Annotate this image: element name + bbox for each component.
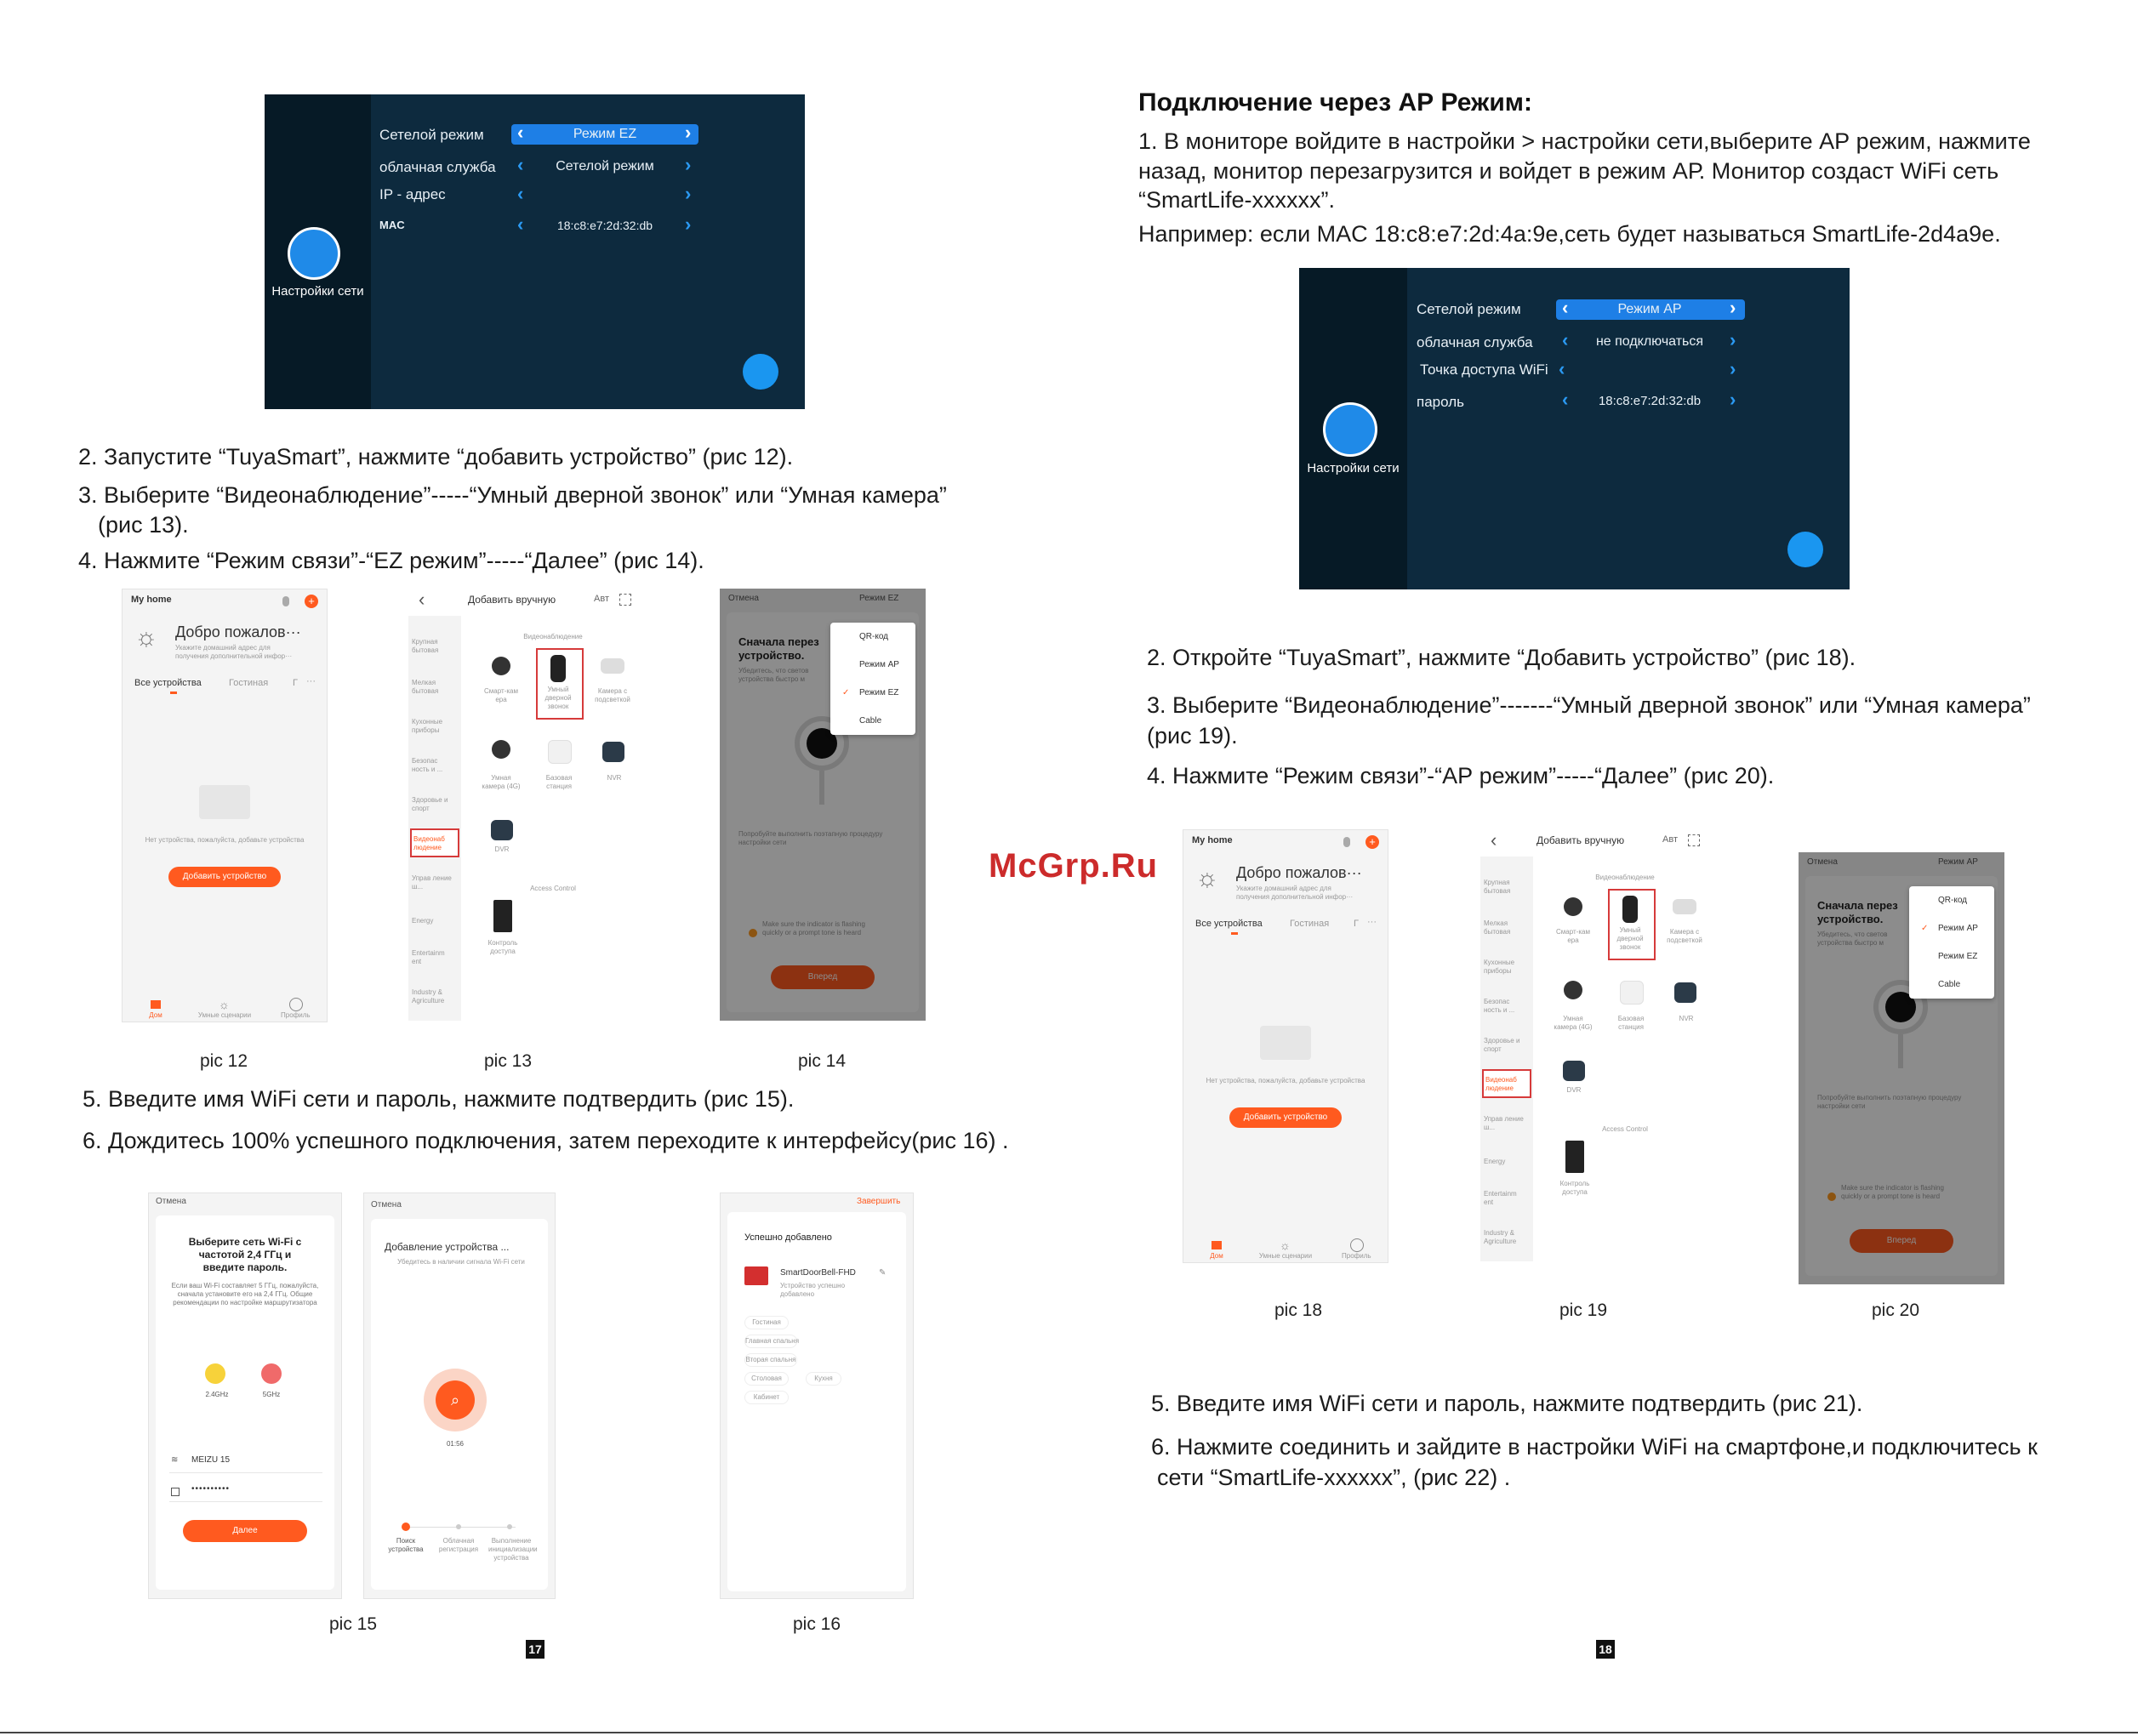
phone-mode-screen	[1799, 852, 2004, 1284]
device-label: Умный дверной звонок	[544, 686, 572, 710]
mode-selector[interactable]: Режим АР	[1938, 857, 1978, 867]
instruction-sub: Убедитесь, что светов устройства быстро м	[1817, 931, 1888, 947]
monitor-row-value: Режим АР	[1617, 302, 1682, 316]
step-text: 5. Введите имя WiFi сети и пароль, нажмите подтвердить (рис 21).	[1151, 1391, 1863, 1416]
finish-link[interactable]: Завершить	[857, 1197, 901, 1206]
band-24-label: 2.4GHz	[205, 1391, 229, 1398]
section-title: Access Control	[530, 885, 576, 892]
dvr-icon[interactable]	[1563, 1061, 1585, 1081]
home-nav-icon[interactable]	[151, 1000, 161, 1009]
doorbell-icon[interactable]	[1622, 896, 1638, 923]
device-label: NVR	[607, 774, 622, 782]
chevron-left-icon[interactable]: ‹	[517, 154, 524, 175]
welcome-sub: Укажите домашний адрес для получения дополнительной инфор···	[175, 644, 293, 660]
intro-text: назад, монитор перезагрузится и войдет в режим АР. Монитор создаст WiFi сеть	[1138, 158, 1999, 184]
search-icon: ⌕	[436, 1380, 475, 1420]
adding-sub: Убедитесь в наличии сигнала Wi-Fi сети	[397, 1258, 525, 1266]
sidebar-item[interactable]: Industry & Agriculture	[1484, 1229, 1517, 1245]
instruction-title: Сначала перез устройство.	[738, 635, 819, 662]
menu-item-cable[interactable]: Cable	[859, 716, 882, 726]
phone-success-screen	[720, 1192, 914, 1599]
timer: 01:56	[446, 1440, 465, 1448]
sidebar-item[interactable]: Безопас ность и ...	[412, 757, 443, 773]
menu-item-ap[interactable]: Режим АР	[859, 660, 899, 669]
sidebar-item[interactable]: Безопас ность и ...	[1484, 998, 1515, 1014]
chevron-left-icon[interactable]: ‹	[517, 213, 524, 235]
empty-message: Нет устройства, пожалуйста, добавьте устройства	[145, 836, 305, 844]
section-title: Видеонаблюдение	[1595, 874, 1655, 881]
step-text: 5. Введите имя WiFi сети и пароль, нажмите подтвердить (рис 15).	[83, 1086, 795, 1112]
device-label: Умный дверной звонок	[1616, 926, 1644, 951]
sidebar-item[interactable]: Industry & Agriculture	[412, 988, 445, 1005]
sidebar-item[interactable]: Управ ление ш...	[412, 874, 452, 891]
tab-more[interactable]: Г	[1354, 919, 1359, 929]
phone-mode-screen	[720, 589, 926, 1021]
category-title: Добавить вручную	[1537, 834, 1625, 846]
base-station-icon[interactable]	[548, 740, 572, 764]
monitor-row-label: пароль	[1417, 394, 1464, 410]
category-title: Добавить вручную	[468, 594, 556, 606]
bottom-rule	[0, 1732, 2138, 1733]
sidebar-item[interactable]: Energy	[1484, 1158, 1506, 1165]
network-globe-icon	[288, 227, 340, 280]
mode-menu	[1909, 886, 1994, 999]
monitor-row-label: облачная служба	[379, 159, 496, 175]
cancel-link[interactable]: Отмена	[156, 1197, 186, 1206]
chevron-left-icon[interactable]: ‹	[1562, 329, 1569, 350]
add-icon[interactable]: +	[305, 595, 318, 608]
room-chip[interactable]: Кухня	[806, 1372, 841, 1386]
phone-wifi-screen	[148, 1192, 342, 1599]
chevron-right-icon[interactable]: ›	[685, 154, 692, 175]
chevron-left-icon[interactable]: ‹	[517, 183, 524, 204]
device-label: Камера с подсветкой	[595, 687, 630, 703]
smile-icon	[205, 1363, 225, 1384]
back-icon[interactable]: ‹	[419, 589, 425, 610]
tab-all-devices[interactable]: Все устройства	[134, 678, 202, 688]
step-text: (рис 13).	[98, 512, 189, 538]
stepwise-hint[interactable]: Попробуйте выполнить поэтапную процедуру настройки сети	[1817, 1094, 1962, 1110]
monitor-row-value: Режим EZ	[573, 127, 637, 141]
progress-step: Поиск устройства	[388, 1537, 424, 1553]
profile-nav-icon[interactable]	[1350, 1238, 1364, 1252]
step-text: 2. Откройте “TuyaSmart”, нажмите “Добавить устройство” (рис 18).	[1147, 645, 1856, 670]
intro-text: “SmartLife-xxxxxx”.	[1138, 187, 1336, 213]
sidebar-item[interactable]: Управ ление ш...	[1484, 1115, 1524, 1131]
intro-text: Например: если MAC 18:c8:e7:2d:4a:9e,сеть будет называться SmartLife-2d4a9e.	[1138, 221, 2001, 247]
wifi-desc: Если ваш Wi-Fi составляет 5 ГГц, пожалуйста, сначала установите его на 2,4 ГГц. Общие рекомендации по настройке маршрутизатора	[171, 1282, 319, 1306]
room-chip[interactable]: Столовая	[744, 1372, 789, 1386]
monitor-row-value: Сетелой режим	[556, 159, 654, 174]
scenes-nav-icon[interactable]: ☼	[219, 998, 230, 1011]
monitor-row-label: Точка доступа WiFi	[1420, 361, 1548, 378]
phone-adding-screen	[363, 1192, 556, 1599]
home-title[interactable]: My home	[1192, 835, 1233, 845]
dvr-icon[interactable]	[491, 820, 513, 840]
step-text: 6. Нажмите соединить и зайдите в настройки WiFi на смартфоне,и подключитесь к	[1151, 1434, 2038, 1460]
nav-home-label: Дом	[1210, 1252, 1223, 1260]
cancel-link[interactable]: Отмена	[728, 594, 759, 603]
sidebar-item[interactable]: Мелкая бытовая	[1484, 919, 1511, 936]
nvr-icon[interactable]	[602, 742, 624, 762]
instruction-sub: Убедитесь, что светов устройства быстро м	[738, 667, 809, 683]
add-device-button[interactable]: Добавить устройство	[1229, 1107, 1342, 1128]
camera-4g-icon[interactable]	[492, 740, 510, 759]
room-chip[interactable]: Вторая спальня	[744, 1353, 797, 1367]
camera-4g-icon[interactable]	[1564, 981, 1582, 999]
phone-home-screen	[122, 589, 328, 1022]
wifi-icon: ≋	[171, 1455, 179, 1465]
scan-icon[interactable]	[619, 594, 631, 606]
indicator-confirm: Make sure the indicator is flashing quickly or a prompt tone is heard	[762, 920, 865, 936]
nav-scenes-label: Умные сценарии	[197, 1011, 252, 1019]
section-title: Видеонаблюдение	[523, 633, 583, 640]
phone-category-screen	[1480, 829, 1712, 1261]
welcome-title: Добро пожалов···	[175, 623, 301, 640]
auto-label[interactable]: Авт	[1662, 834, 1678, 845]
chevron-right-icon[interactable]: ›	[685, 213, 692, 235]
caption: pic 15	[329, 1614, 378, 1634]
monitor-side-label: Настройки сети	[271, 284, 364, 299]
caption: pic 13	[484, 1051, 533, 1071]
chevron-right-icon[interactable]: ›	[1730, 358, 1736, 379]
page-number: 17	[526, 1640, 544, 1659]
tabs-overflow[interactable]: ···	[1367, 917, 1377, 927]
smart-camera-icon[interactable]	[492, 657, 510, 675]
section-heading: Подключение через АР Режим:	[1138, 88, 1532, 117]
mode-selector[interactable]: Режим EZ	[859, 594, 899, 603]
step-text: 4. Нажмите “Режим связи”-“АР режим”-----“Далее” (рис 20).	[1147, 763, 1775, 788]
stepwise-hint[interactable]: Попробуйте выполнить поэтапную процедуру настройки сети	[738, 830, 883, 846]
menu-item-ez[interactable]	[830, 679, 915, 707]
device-label: Умная камера (4G)	[482, 774, 521, 790]
device-label: Базовая станция	[545, 774, 573, 790]
welcome-sub: Укажите домашний адрес для получения дополнительной инфор···	[1236, 885, 1354, 901]
step-text: 6. Дождитесь 100% успешного подключения, затем переходите к интерфейсу(рис 16) .	[83, 1128, 1009, 1153]
room-chip[interactable]: Гостиная	[744, 1316, 789, 1329]
monitor-side-label: Настройки сети	[1307, 461, 1400, 475]
tab-more[interactable]: Г	[293, 678, 298, 688]
band-5-label: 5GHz	[262, 1391, 281, 1398]
room-chip[interactable]: Кабинет	[744, 1391, 789, 1404]
nvr-icon[interactable]	[1674, 982, 1696, 1003]
caption: pic 20	[1872, 1301, 1920, 1320]
device-thumb-icon	[744, 1266, 768, 1285]
chevron-left-icon[interactable]: ‹	[1562, 389, 1569, 410]
caption: pic 18	[1274, 1301, 1323, 1320]
device-label: Смарт-кам ера	[1556, 928, 1590, 944]
success-title: Успешно добавлено	[744, 1232, 832, 1243]
tab-indicator	[1231, 932, 1238, 935]
indicator-confirm: Make sure the indicator is flashing quickly or a prompt tone is heard	[1841, 1184, 1944, 1200]
menu-item-qr[interactable]: QR-код	[859, 632, 888, 641]
sidebar-item[interactable]: Мелкая бытовая	[412, 679, 439, 695]
cancel-link[interactable]: Отмена	[1807, 857, 1838, 867]
adding-title: Добавление устройства ...	[385, 1241, 510, 1253]
password-field[interactable]: ••••••••••	[191, 1484, 231, 1494]
step-text: 3. Выберите “Видеонаблюдение”-------“Умный дверной звонок” или “Умная камера”	[1147, 692, 2031, 718]
sun-icon: ☼	[134, 623, 158, 652]
refresh-icon[interactable]	[743, 354, 778, 390]
monitor-row-label: MAC	[379, 219, 405, 231]
refresh-icon[interactable]	[1787, 532, 1823, 567]
profile-nav-icon[interactable]	[289, 998, 303, 1011]
caption: pic 16	[793, 1614, 841, 1634]
mode-menu	[830, 623, 915, 735]
scan-icon[interactable]	[1688, 834, 1700, 846]
caption: pic 12	[200, 1051, 248, 1071]
floodlight-camera-icon[interactable]	[601, 658, 624, 674]
tabs-overflow[interactable]: ···	[306, 676, 316, 686]
menu-item-ez-label: Режим EZ	[859, 688, 899, 697]
section-title: Access Control	[1602, 1125, 1648, 1133]
device-label: DVR	[1566, 1086, 1582, 1094]
scenes-nav-icon[interactable]: ☼	[1280, 1238, 1291, 1252]
menu-item-cable[interactable]: Cable	[1938, 980, 1961, 989]
monitor-row-value: 18:c8:e7:2d:32:db	[1598, 394, 1702, 408]
step-text: 3. Выберите “Видеонаблюдение”-----“Умный дверной звонок” или “Умная камера”	[78, 482, 947, 508]
monitor-row-label: Сетелой режим	[1417, 301, 1521, 317]
device-sub: Устройство успешно добавлено	[780, 1282, 846, 1298]
nav-profile-label: Профиль	[1342, 1252, 1371, 1260]
menu-item-qr[interactable]: QR-код	[1938, 896, 1967, 905]
next-button[interactable]: Вперед	[771, 965, 875, 989]
watermark: McGrp.Ru	[989, 847, 1159, 885]
chevron-right-icon[interactable]: ›	[1730, 297, 1736, 318]
room-chip[interactable]: Главная спальня	[744, 1335, 797, 1348]
chevron-right-icon[interactable]: ›	[1730, 329, 1736, 350]
tab-all-devices[interactable]: Все устройства	[1195, 919, 1263, 929]
phone-category-screen	[408, 589, 640, 1021]
step-text: сети “SmartLife-xxxxxx”, (рис 22) .	[1157, 1465, 1511, 1490]
chevron-right-icon[interactable]: ›	[685, 183, 692, 204]
device-label: Контроль доступа	[487, 939, 518, 955]
wifi-title: Выберите сеть Wi-Fi с частотой 2,4 ГГц и введите пароль.	[188, 1236, 302, 1273]
next-button[interactable]: Вперед	[1850, 1229, 1953, 1253]
divider	[169, 1501, 322, 1502]
auto-label[interactable]: Авт	[594, 594, 609, 604]
divider	[169, 1472, 322, 1473]
chevron-left-icon[interactable]: ‹	[1559, 358, 1565, 379]
device-label: Смарт-кам ера	[484, 687, 518, 703]
edit-icon[interactable]: ✎	[879, 1268, 887, 1278]
menu-item-ap[interactable]	[1909, 914, 1994, 942]
caption: pic 19	[1559, 1301, 1608, 1320]
sidebar-item[interactable]: Видеонаб людение	[1485, 1076, 1517, 1092]
lock-icon	[171, 1488, 180, 1496]
menu-item-ap-label: Режим АР	[1938, 924, 1978, 933]
chevron-right-icon[interactable]: ›	[1730, 389, 1736, 410]
sad-icon	[261, 1363, 282, 1384]
page-number: 18	[1596, 1640, 1615, 1659]
ssid-field[interactable]: MEIZU 15	[191, 1455, 231, 1465]
phone-home-screen	[1183, 829, 1388, 1263]
step-text: 4. Нажмите “Режим связи”-“EZ режим”-----“Далее” (рис 14).	[78, 548, 704, 573]
monitor-screen-ap	[1299, 268, 1850, 589]
tab-living-room[interactable]: Гостиная	[229, 678, 269, 688]
nav-profile-label: Профиль	[281, 1011, 311, 1019]
cancel-link[interactable]: Отмена	[371, 1200, 402, 1210]
caption: pic 14	[798, 1051, 847, 1071]
doorbell-icon[interactable]	[550, 655, 566, 682]
sidebar-item[interactable]: Energy	[412, 917, 434, 925]
progress-dot-active	[402, 1523, 410, 1531]
step-text: (рис 19).	[1147, 723, 1238, 748]
nav-home-label: Дом	[149, 1011, 162, 1019]
empty-box-icon	[199, 785, 250, 819]
device-label: NVR	[1679, 1015, 1694, 1022]
chevron-left-icon[interactable]: ‹	[1562, 297, 1569, 318]
smart-camera-icon[interactable]	[1564, 897, 1582, 916]
chevron-right-icon[interactable]: ›	[685, 122, 692, 143]
check-icon: ✓	[1921, 924, 1929, 933]
sidebar-item[interactable]: Крупная бытовая	[412, 638, 439, 654]
back-icon[interactable]: ‹	[1491, 829, 1497, 851]
sidebar-item[interactable]: Крупная бытовая	[1484, 879, 1511, 895]
check-icon: ✓	[842, 688, 850, 697]
sidebar-item[interactable]: Кухонные приборы	[1484, 959, 1515, 975]
tab-indicator	[170, 692, 177, 694]
base-station-icon[interactable]	[1620, 981, 1644, 1005]
monitor-row-value: не подключаться	[1595, 334, 1704, 349]
progress-dot	[456, 1524, 461, 1529]
progress-dot	[507, 1524, 512, 1529]
home-title[interactable]: My home	[131, 595, 172, 605]
step-text: 2. Запустите “TuyaSmart”, нажмите “добавить устройство” (рис 12).	[78, 444, 794, 470]
instruction-title: Сначала перез устройство.	[1817, 899, 1898, 925]
progress-step: Облачная регистрация	[438, 1537, 479, 1553]
access-control-icon[interactable]	[493, 900, 512, 932]
monitor-row-label: Сетелой режим	[379, 127, 484, 143]
empty-message: Нет устройства, пожалуйста, добавьте устройства	[1206, 1077, 1365, 1084]
device-name: SmartDoorBell-FHD	[780, 1268, 856, 1278]
tab-living-room[interactable]: Гостиная	[1290, 919, 1330, 929]
floodlight-camera-icon[interactable]	[1673, 899, 1696, 914]
device-label: Камера с подсветкой	[1667, 928, 1702, 944]
menu-item-ez[interactable]: Режим EZ	[1938, 952, 1978, 961]
add-icon[interactable]: +	[1365, 835, 1379, 849]
device-label: Контроль доступа	[1559, 1180, 1590, 1196]
monitor-screen-ez	[265, 94, 805, 409]
sun-icon: ☼	[1195, 864, 1219, 892]
network-globe-icon	[1323, 402, 1377, 457]
sidebar-item[interactable]: Entertainm ent	[412, 949, 445, 965]
sidebar-item[interactable]: Здоровье и спорт	[1484, 1037, 1520, 1053]
monitor-row-value: 18:c8:e7:2d:32:db	[556, 219, 653, 232]
next-button[interactable]: Далее	[183, 1520, 307, 1542]
welcome-title: Добро пожалов···	[1236, 864, 1362, 881]
sidebar-item[interactable]: Здоровье и спорт	[412, 796, 448, 812]
monitor-row-label: облачная служба	[1417, 334, 1533, 350]
home-nav-icon[interactable]	[1212, 1241, 1222, 1249]
monitor-row-label: IP - адрес	[379, 186, 446, 202]
intro-text: 1. В мониторе войдите в настройки > настройки сети,выберите АР режим, нажмите	[1138, 128, 2031, 154]
mic-icon[interactable]	[282, 596, 289, 606]
chevron-left-icon[interactable]: ‹	[517, 122, 524, 143]
empty-box-icon	[1260, 1026, 1311, 1060]
mic-icon[interactable]	[1343, 837, 1350, 847]
device-label: Умная камера (4G)	[1554, 1015, 1593, 1031]
sidebar-item[interactable]: Кухонные приборы	[412, 718, 443, 734]
access-control-icon[interactable]	[1565, 1141, 1584, 1173]
nav-scenes-label: Умные сценарии	[1258, 1252, 1313, 1260]
progress-step: Выполнение инициализации устройства	[488, 1537, 538, 1562]
sidebar-item[interactable]: Entertainm ent	[1484, 1190, 1517, 1206]
device-label: DVR	[494, 845, 510, 853]
sidebar-item[interactable]: Видеонаб людение	[413, 835, 445, 851]
add-device-button[interactable]: Добавить устройство	[168, 867, 281, 887]
device-label: Базовая станция	[1617, 1015, 1645, 1031]
